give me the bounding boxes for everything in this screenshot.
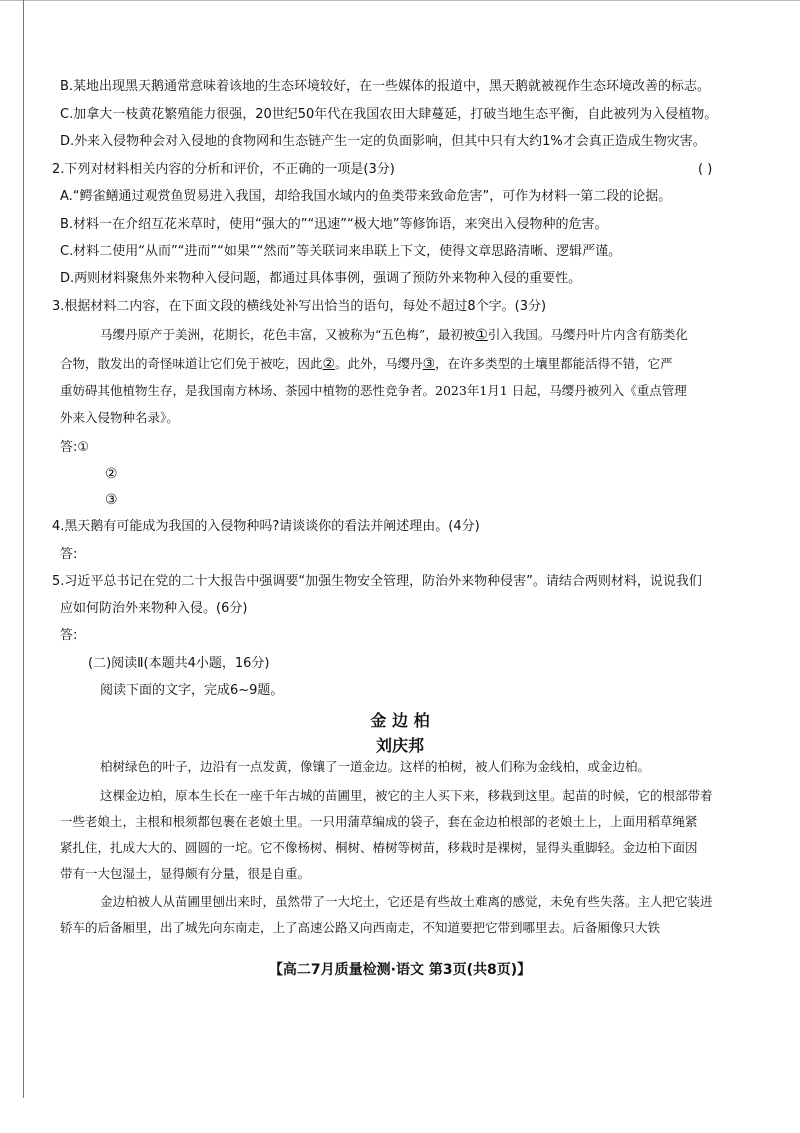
q1-option-b: B.某地出现黑天鹅通常意味着该地的生态环境较好，在一些媒体的报道中，黑天鹅就被视作生态环境改善的标志。	[60, 79, 711, 94]
page-left-edge	[23, 0, 24, 1098]
q3-passage-line-1	[100, 327, 688, 343]
q4-stem: 4.黑天鹅有可能成为我国的入侵物种吗?请谈谈你的看法并阐述理由。(4分)	[52, 519, 480, 534]
q3-passage-line-2	[60, 356, 673, 372]
story-line-3: 一些老娘土，主根和根须都包裹在老娘土里。一只用蒲草编成的袋子，套在金边柏根部的老娘土上，上面用稻草绳紧	[60, 814, 698, 829]
q3-stem: 3.根据材料二内容，在下面文段的横线处补写出恰当的语句，每处不超过8个字。(3分)	[52, 299, 547, 314]
q2-option-a: A.“鳄雀鳝通过观赏鱼贸易进入我国，却给我国水域内的鱼类带来致命危害”，可作为材料一第二段的论据。	[60, 189, 672, 204]
blank-1: ①	[475, 327, 488, 343]
page-top-edge	[0, 0, 800, 1]
q3-answer-label: 答:①	[60, 440, 90, 455]
q5-stem-line-2: 应如何防治外来物种入侵。(6分)	[60, 601, 248, 616]
story-line-6: 金边柏被人从苗圃里刨出来时，虽然带了一大坨土，它还是有些故土难离的感觉，未免有些失落。主人把它装进	[100, 894, 713, 909]
q2-stem: 2.下列对材料相关内容的分析和评价，不正确的一项是(3分)	[52, 162, 395, 177]
story-line-5: 带有一大包湿土，显得颇有分量，很是自重。	[60, 866, 311, 881]
q4-answer-label: 答:	[60, 547, 78, 562]
q3-answer-2: ②	[105, 466, 118, 482]
blank-3: ③	[422, 356, 436, 372]
q3-passage-line-3: 重妨碍其他植物生存，是我国南方林场、茶园中植物的恶性竞争者。2023年1月1 日起，马缨丹被列入《重点管理	[60, 383, 687, 398]
q3-passage-line-4: 外来入侵物种名录》。	[60, 410, 179, 425]
section-2-instruction: 阅读下面的文字，完成6~9题。	[100, 683, 284, 698]
blank-2: ②	[322, 356, 336, 372]
q5-stem-line-1: 5.习近平总书记在党的二十大报告中强调要“加强生物安全管理，防治外来物种侵害”。请结合两则材料，说说我们	[52, 574, 702, 589]
q1-option-d: D.外来入侵物种会对入侵地的食物网和生态链产生一定的负面影响，但其中只有大约1%才会真正造成生物灾害。	[60, 134, 706, 149]
q3-passage-text: 合物，散发出的奇怪味道让它们免于被吃，因此	[60, 356, 323, 371]
page-footer: 【高二7月质量检测·语文 第3页(共8页)】	[268, 962, 532, 978]
q5-answer-label: 答:	[60, 628, 78, 643]
story-title: 金 边 柏	[370, 711, 430, 730]
q2-option-b: B.材料一在介绍互花米草时，使用“强大的”“迅速”“极大地”等修饰语，来突出入侵物种的危害。	[60, 217, 608, 232]
q3-passage-text: 。此外，马缨丹	[335, 356, 423, 371]
q2-option-c: C.材料二使用“从而”“进而”“如果”“然而”等关联词来串联上下文，使得文章思路清晰、逻辑严谨。	[60, 244, 622, 259]
q2-answer-paren: ( )	[698, 162, 713, 177]
story-line-4: 紧扎住，扎成大大的、圆圆的一坨。它不像杨树、桐树、椿树等树苗，移栽时是裸树，显得头重脚轻。金边柏下面因	[60, 840, 698, 855]
q2-option-d: D.两则材料聚焦外来物种入侵问题，都通过具体事例，强调了预防外来物种入侵的重要性。	[60, 271, 582, 286]
story-line-2: 这棵金边柏，原本生长在一座千年古城的苗圃里，被它的主人买下来，移栽到这里。起苗的时候，它的根部带着	[100, 788, 713, 803]
story-author: 刘庆邦	[375, 736, 424, 755]
story-line-1: 柏树绿色的叶子，边沿有一点发黄，像镶了一道金边。这样的柏树，被人们称为金线柏，或金边柏。	[100, 759, 651, 774]
q3-passage-text: 引入我国。马缨丹叶片内含有筋类化	[487, 327, 688, 342]
q1-option-c: C.加拿大一枝黄花繁殖能力很强，20世纪50年代在我国农田大肆蔓延，打破当地生态平衡，自此被列为入侵植物。	[60, 107, 718, 122]
section-2-heading: (二)阅读Ⅱ(本题共4小题，16分)	[88, 656, 270, 671]
q3-passage-text: 马缨丹原产于美洲，花期长，花色丰富，又被称为“五色梅”，最初被	[100, 327, 476, 342]
story-line-7: 轿车的后备厢里，出了城先向东南走，上了高速公路又向西南走，不知道要把它带到哪里去。后备厢像只大铁	[60, 920, 661, 935]
q3-passage-text: ，在许多类型的土壤里都能活得不错，它严	[435, 356, 673, 371]
q3-answer-3: ③	[105, 492, 118, 508]
